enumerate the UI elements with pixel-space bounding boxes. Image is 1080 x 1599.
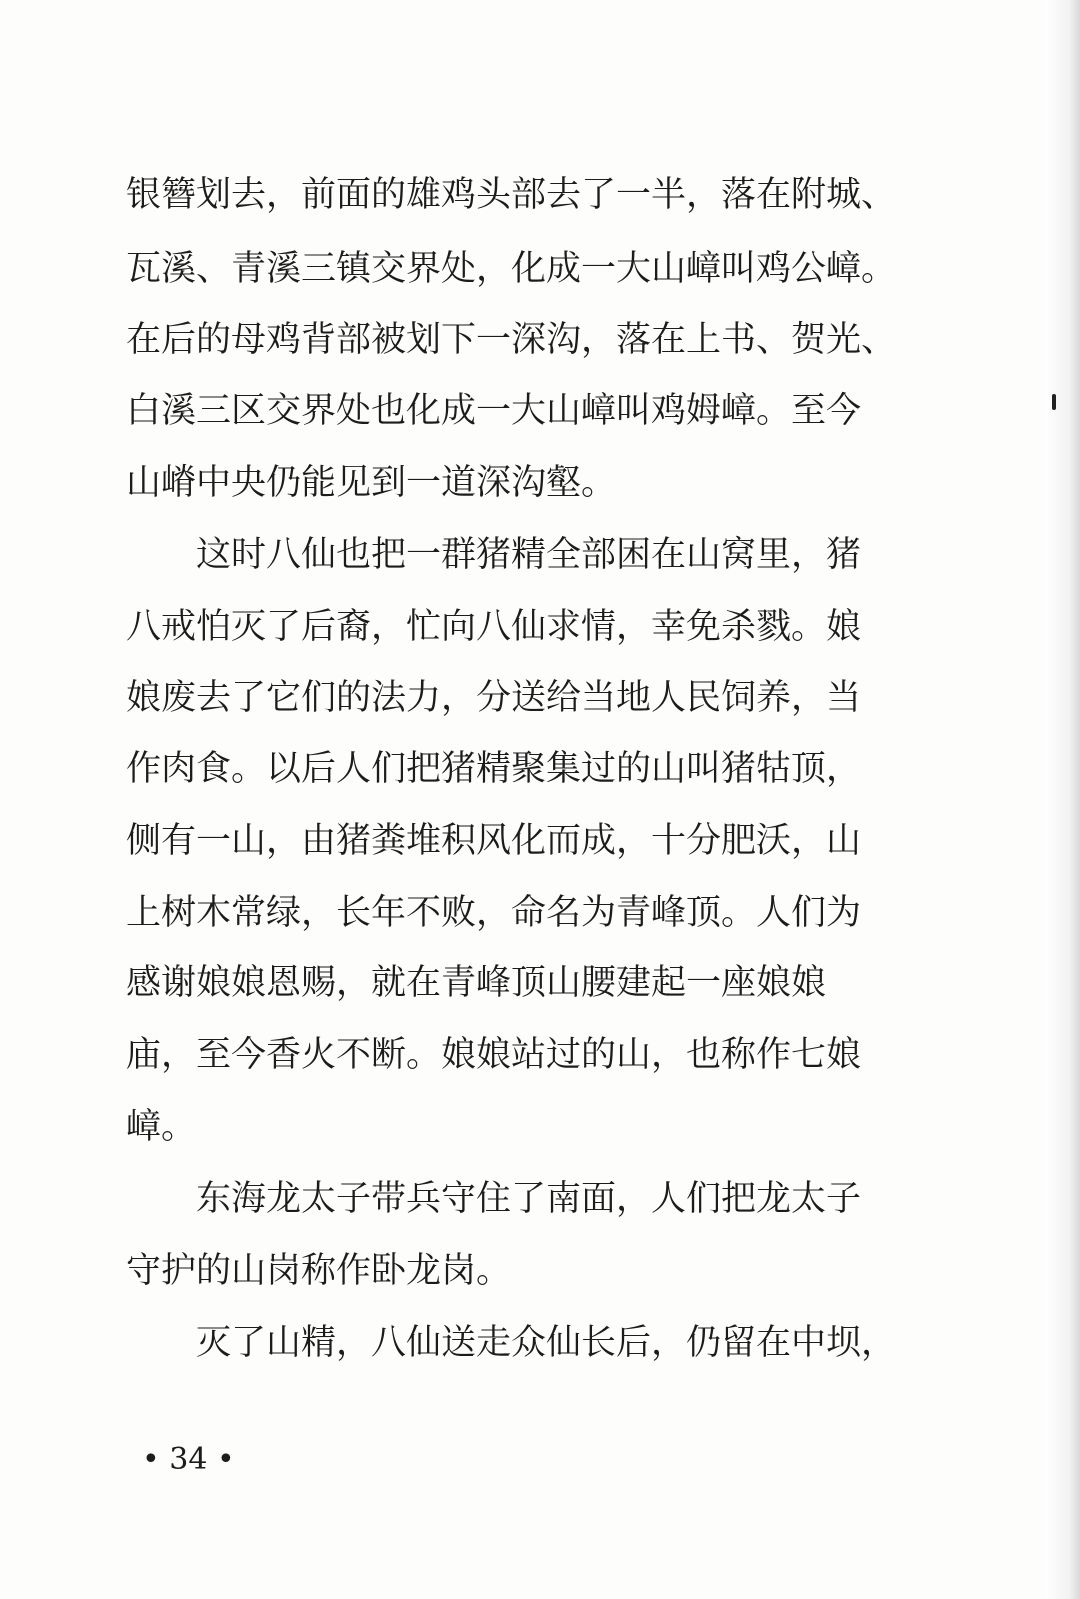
text-line: 山嵴中央仍能见到一道深沟壑。 (126, 463, 617, 503)
text-line: 银簪划去，前面的雄鸡头部去了一半，落在附城、 (126, 175, 897, 215)
paragraph-start-line: 这时八仙也把一群猪精全部困在山窝里，猪 (126, 535, 862, 575)
text-line: 瓦溪、青溪三镇交界处，化成一大山嶂叫鸡公嶂。 (126, 249, 897, 289)
page-edge (1044, 0, 1080, 1599)
text-line: 嶂。 (126, 1107, 197, 1147)
paragraph-start-line: 灭了山精，八仙送走众仙长后，仍留在中坝， (126, 1323, 897, 1363)
text-line: 作肉食。以后人们把猪精聚集过的山叫猪牯顶， (126, 749, 862, 789)
text-line: 感谢娘娘恩赐，就在青峰顶山腰建起一座娘娘 (126, 963, 827, 1003)
text-line: 上树木常绿，长年不败，命名为青峰顶。人们为 (126, 893, 862, 933)
text-line: 在后的母鸡背部被划下一深沟，落在上书、贺光、 (126, 320, 897, 360)
page-number: • 34 • (142, 1442, 235, 1477)
paragraph-start-line: 东海龙太子带兵守住了南面，人们把龙太子 (126, 1179, 862, 1219)
scan-speck (1052, 394, 1056, 410)
text-line: 八戒怕灭了后裔，忙向八仙求情，幸免杀戮。娘 (126, 607, 862, 647)
text-line: 侧有一山，由猪粪堆积风化而成，十分肥沃，山 (126, 821, 862, 861)
text-line: 白溪三区交界处也化成一大山嶂叫鸡姆嶂。至今 (126, 391, 862, 431)
text-line: 庙，至今香火不断。娘娘站过的山，也称作七娘 (126, 1035, 862, 1075)
text-line: 守护的山岗称作卧龙岗。 (126, 1251, 512, 1291)
text-line: 娘废去了它们的法力，分送给当地人民饲养，当 (126, 678, 862, 718)
